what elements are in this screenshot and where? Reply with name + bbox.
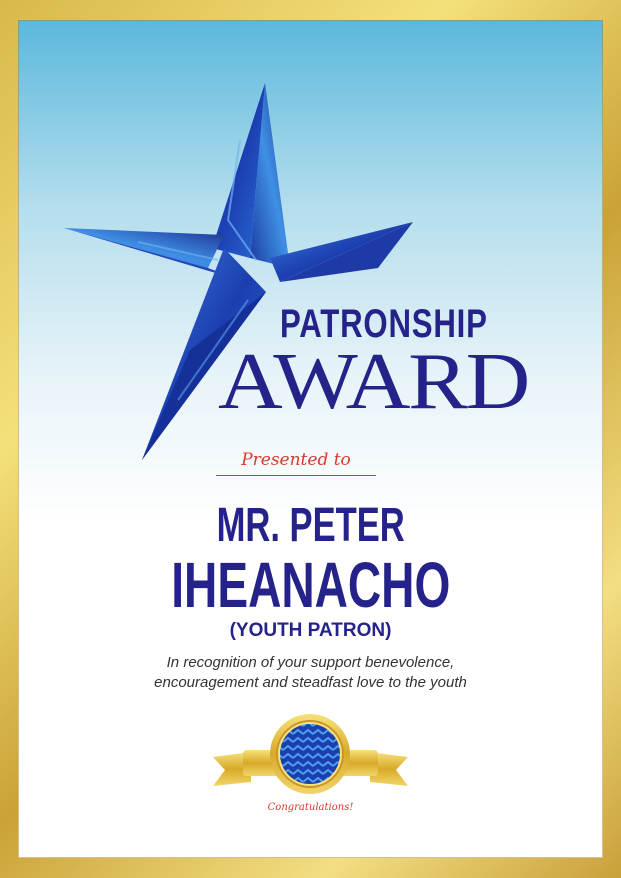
award-title-line1: PATRONSHIP [280, 302, 488, 346]
presented-underline [216, 475, 376, 476]
recipient-name-line1: MR. PETER [216, 499, 405, 552]
recognition-line1: In recognition of your support benevolence, [166, 654, 455, 671]
award-seal-icon [203, 712, 418, 802]
certificate-panel [18, 20, 603, 858]
congratulations-text: Congratulations! [267, 802, 354, 813]
recipient-role: (YOUTH PATRON) [229, 620, 392, 641]
recipient-name-line2: IHEANACHO [170, 549, 451, 621]
presented-to-label: Presented to [241, 450, 351, 470]
recognition-text [18, 653, 603, 693]
award-title-line2: AWARD [218, 338, 529, 426]
recognition-line2: encouragement and steadfast love to the youth [154, 674, 467, 691]
